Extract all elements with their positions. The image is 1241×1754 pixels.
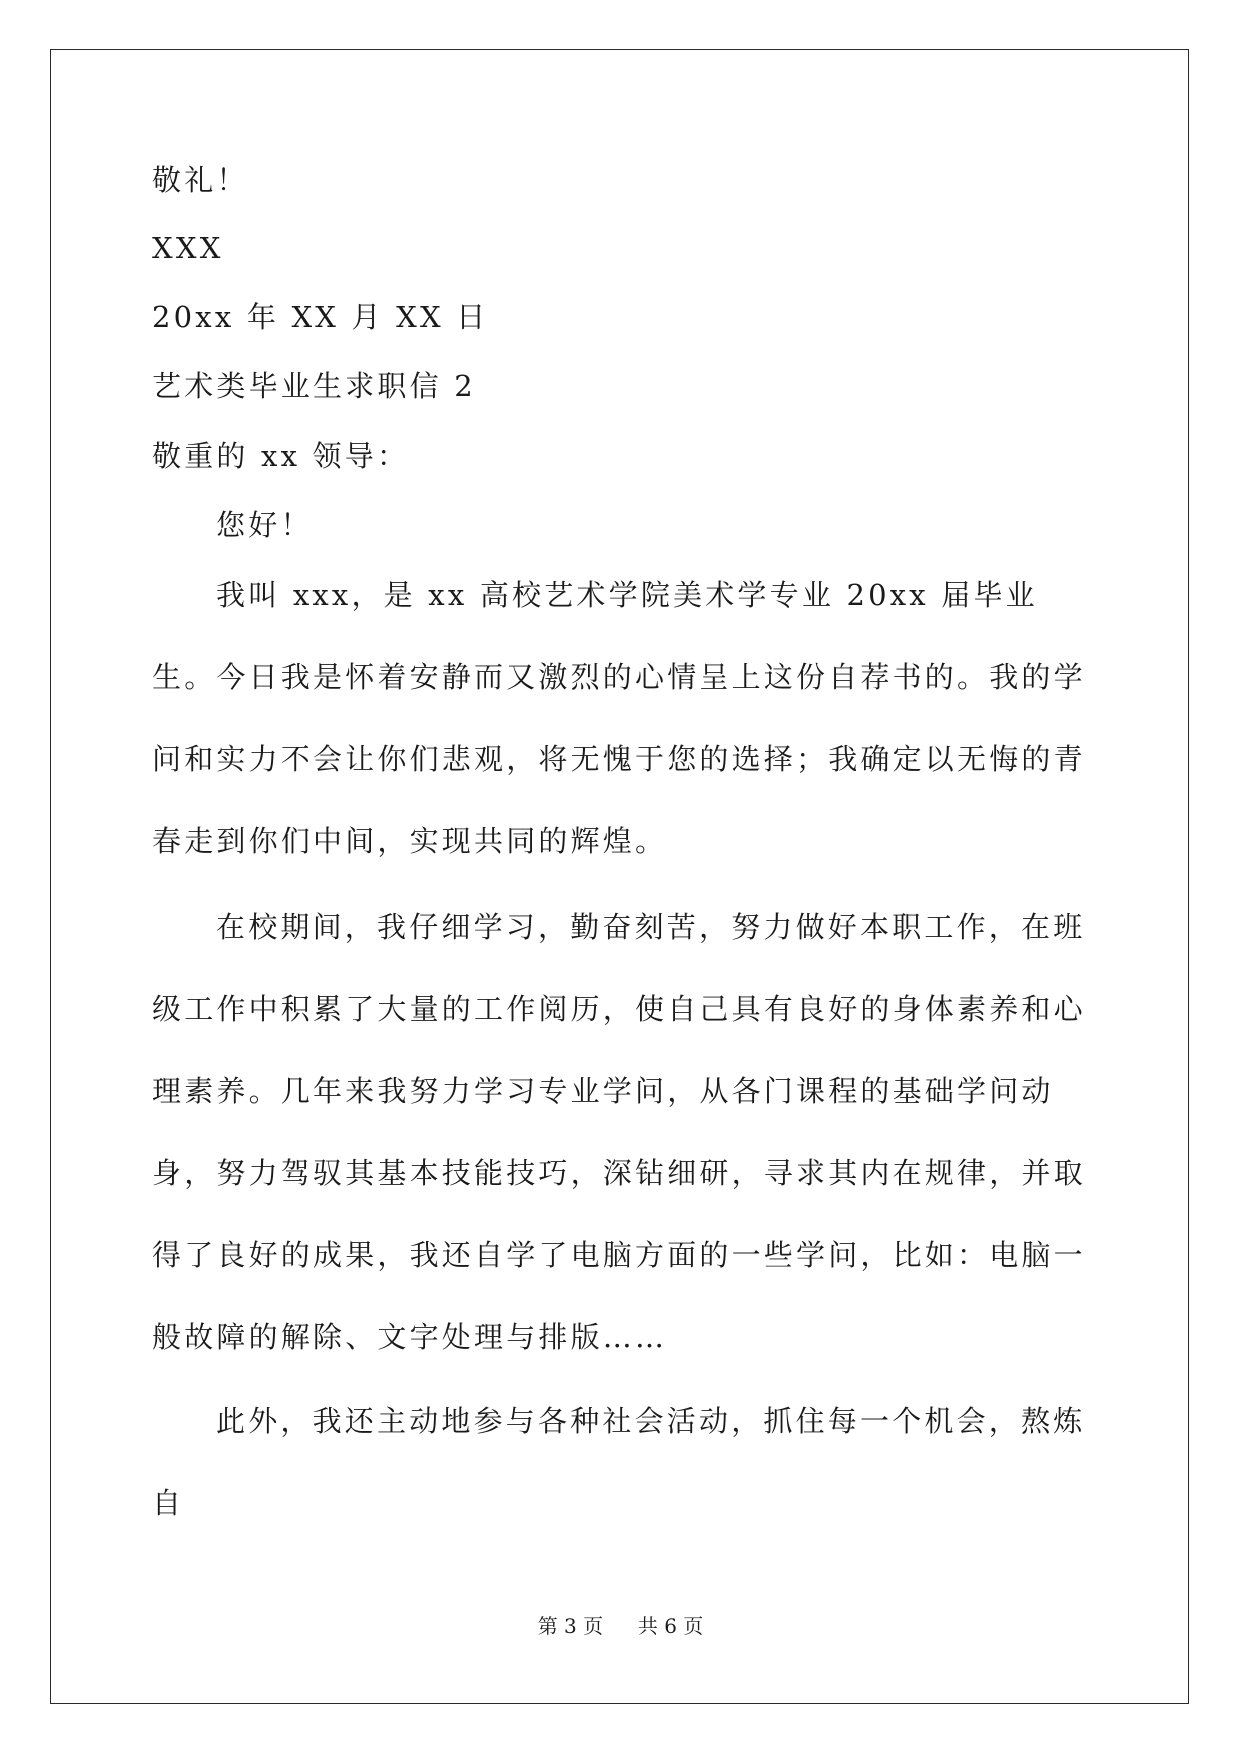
section-title: 艺术类毕业生求职信 2 bbox=[152, 369, 476, 403]
page-number: 第 3 页 bbox=[537, 1614, 604, 1638]
date: 20xx 年 XX 月 XX 日 bbox=[152, 300, 489, 334]
paragraph-2: 在校期间，我仔细学习，勤奋刻苦，努力做好本职工作，在班级工作中积累了大量的工作阅历，使自己具有良好的身体素养和心理素养。几年来我努力学习专业学问，从各门课程的基础学问动身，努力驾驭其基本技能技巧，深钻细研，寻求其内在规律，并取得了良好的成果，我还自学了电脑方面的一些学问，比如：电脑一般故障的解除、文字处理与排版…… bbox=[152, 910, 1086, 1354]
paragraph-3: 此外，我还主动地参与各种社会活动，抓住每一个机会，熬炼自 bbox=[152, 1404, 1086, 1520]
closing: 敬礼！ bbox=[152, 163, 249, 197]
salutation: 敬重的 xx 领导： bbox=[152, 439, 410, 473]
greeting: 您好！ bbox=[216, 508, 313, 542]
page-footer bbox=[0, 1610, 1241, 1639]
signature: XXX bbox=[152, 231, 224, 265]
page-total: 共 6 页 bbox=[637, 1614, 704, 1638]
paragraph-1: 我叫 xxx，是 xx 高校艺术学院美术学专业 20xx 届毕业生。今日我是怀着安静而又激烈的心情呈上这份自荐书的。我的学问和实力不会让你们悲观，将无愧于您的选择；我确定以无悔的青春走到你们中间，实现共同的辉煌。 bbox=[152, 578, 1086, 858]
